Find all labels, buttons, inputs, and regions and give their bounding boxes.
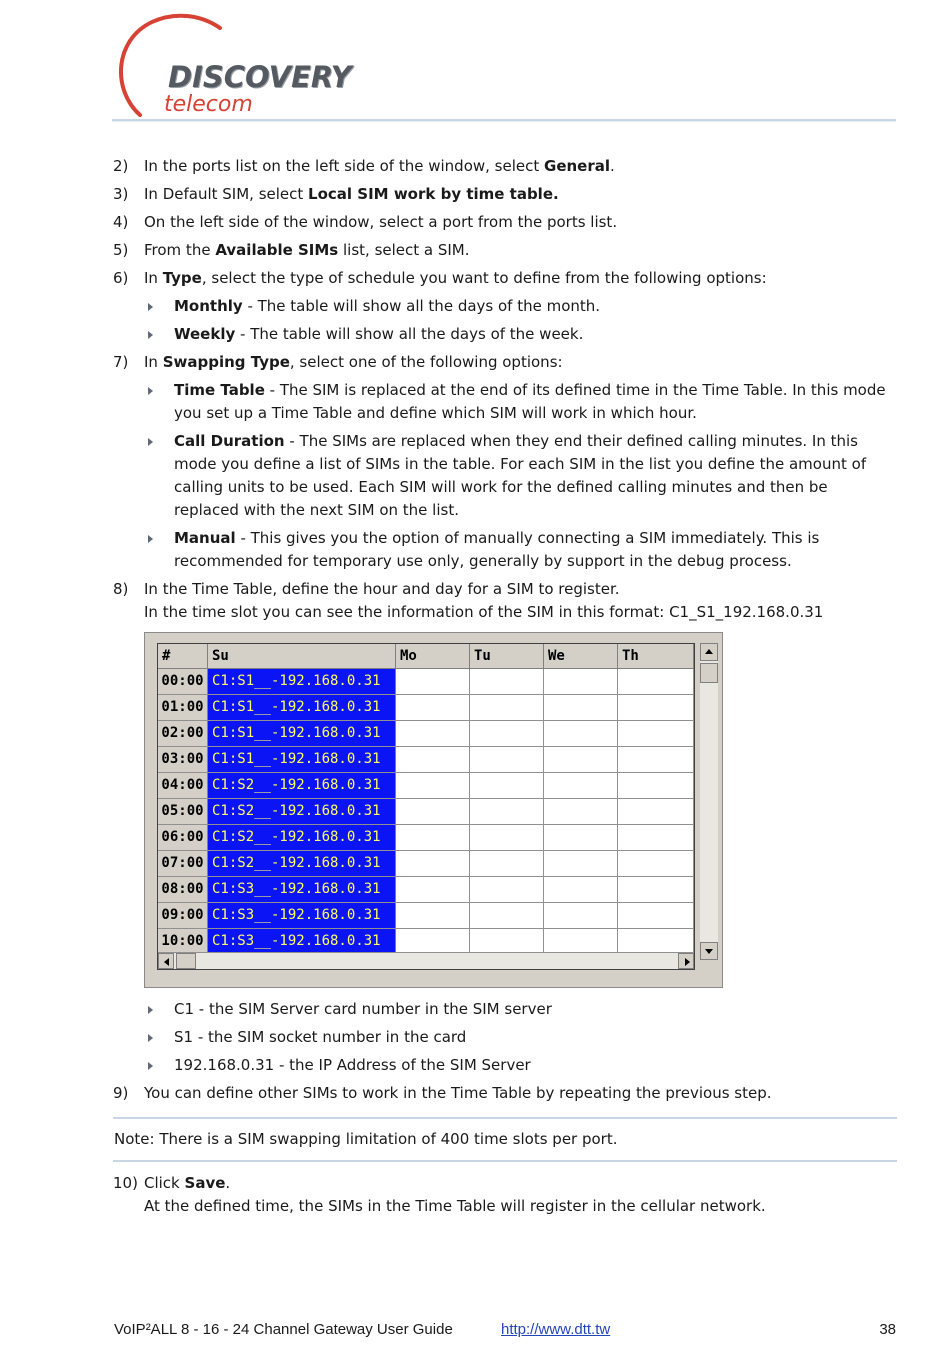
table-row[interactable] [158, 903, 694, 929]
option-name: Manual [174, 529, 236, 547]
step-text: list, select a SIM. [338, 241, 470, 259]
scroll-left-icon[interactable] [158, 953, 174, 969]
swapping-type-label: Swapping Type [162, 353, 290, 371]
empty-slot-cell[interactable] [470, 877, 544, 902]
empty-slot-cell[interactable] [544, 721, 618, 746]
option-item [113, 430, 897, 522]
step-number: 5) [113, 241, 129, 259]
sim-slot-cell[interactable]: C1:S1__-192.168.0.31 [208, 721, 396, 746]
time-cell: 10:00 [158, 929, 208, 954]
scroll-right-icon[interactable] [678, 953, 694, 969]
step-number: 2) [113, 157, 129, 175]
bold-term: General [544, 157, 611, 175]
option-item [113, 998, 897, 1021]
note-text: Note: There is a SIM swapping limitation of 400 time slots per port. [114, 1130, 618, 1148]
bullet-arrow-icon [148, 331, 153, 339]
empty-slot-cell[interactable] [396, 929, 470, 954]
time-cell: 07:00 [158, 851, 208, 876]
bullet-arrow-icon [148, 1062, 153, 1070]
time-cell: 03:00 [158, 747, 208, 772]
scroll-down-icon[interactable] [700, 942, 718, 960]
time-table-grid[interactable] [157, 643, 695, 970]
option-item [113, 1026, 897, 1049]
step-text: In Default SIM, select [144, 185, 309, 203]
empty-slot-cell[interactable] [544, 929, 618, 954]
empty-slot-cell[interactable] [470, 695, 544, 720]
step-7: 7) In Swapping Type, select one of the following options: [113, 351, 897, 374]
option-text: C1 - the SIM Server card number in the SIM server [174, 1000, 552, 1018]
vertical-scroll-thumb[interactable] [700, 663, 718, 683]
bold-term: Local SIM work by time table. [308, 185, 559, 203]
horizontal-scroll-thumb[interactable] [176, 953, 196, 969]
sim-slot-cell[interactable]: C1:S3__-192.168.0.31 [208, 877, 396, 902]
sim-slot-cell[interactable]: C1:S1__-192.168.0.31 [208, 695, 396, 720]
step-number: 7) [113, 353, 129, 371]
empty-slot-cell[interactable] [470, 825, 544, 850]
time-cell: 09:00 [158, 903, 208, 928]
step-text: , select the type of schedule you want to define from the following options: [201, 269, 767, 287]
time-cell: 01:00 [158, 695, 208, 720]
bullet-arrow-icon [148, 1034, 153, 1042]
step-number: 4) [113, 213, 129, 231]
time-cell: 08:00 [158, 877, 208, 902]
page-number: 38 [879, 1321, 896, 1338]
empty-slot-cell[interactable] [544, 669, 618, 694]
option-desc: - The table will show all the days of the month. [242, 297, 601, 315]
empty-slot-cell[interactable] [470, 851, 544, 876]
time-table-screenshot [144, 632, 723, 988]
logo-wordmark: DISCOVERY [168, 60, 352, 94]
empty-slot-cell[interactable] [396, 877, 470, 902]
empty-slot-cell[interactable] [470, 721, 544, 746]
footer-title: VoIP²ALL 8 - 16 - 24 Channel Gateway User Guide [114, 1321, 453, 1338]
table-row[interactable] [158, 695, 694, 721]
horizontal-scrollbar[interactable] [158, 952, 694, 969]
table-row[interactable] [158, 799, 694, 825]
table-row[interactable] [158, 851, 694, 877]
step-item [113, 155, 897, 178]
bold-term: Type [162, 269, 202, 287]
empty-slot-cell[interactable] [396, 695, 470, 720]
empty-slot-cell[interactable] [618, 695, 694, 720]
option-desc: - The SIM is replaced at the end of its defined time in the Time Table. In this mode you set up a Time Table and define which SIM will work in which hour. [174, 381, 886, 422]
column-header[interactable]: Su [208, 644, 396, 668]
step-10-line-2: At the defined time, the SIMs in the Time Table will register in the cellular network. [144, 1197, 766, 1215]
option-text: 192.168.0.31 - the IP Address of the SIM Server [174, 1056, 531, 1074]
option-name: Call Duration [174, 432, 285, 450]
table-row[interactable] [158, 721, 694, 747]
table-row[interactable] [158, 669, 694, 695]
vertical-scrollbar[interactable] [700, 643, 718, 960]
step-8 [113, 578, 897, 624]
logo-subword: telecom [164, 92, 253, 117]
sim-slot-cell[interactable]: C1:S1__-192.168.0.31 [208, 669, 396, 694]
sim-slot-cell[interactable]: C1:S2__-192.168.0.31 [208, 773, 396, 798]
sim-slot-cell[interactable]: C1:S3__-192.168.0.31 [208, 929, 396, 954]
empty-slot-cell[interactable] [470, 929, 544, 954]
empty-slot-cell[interactable] [470, 903, 544, 928]
empty-slot-cell[interactable] [396, 903, 470, 928]
empty-slot-cell[interactable] [470, 773, 544, 798]
empty-slot-cell[interactable] [618, 773, 694, 798]
footer-url-link[interactable]: http://www.dtt.tw [501, 1321, 611, 1338]
option-desc: - The table will show all the days of the week. [235, 325, 584, 343]
option-name: Monthly [174, 297, 243, 315]
column-header[interactable]: Th [618, 644, 694, 668]
empty-slot-cell[interactable] [618, 877, 694, 902]
option-desc: - The SIMs are replaced when they end their defined calling minutes. In this mode you define a list of SIMs in the table. For each SIM in the list you define the amount of calling units to be used. Each SIM will work for the defined calling minutes and then be replaced with the next SIM on the list. [174, 432, 867, 519]
empty-slot-cell[interactable] [396, 799, 470, 824]
empty-slot-cell[interactable] [544, 799, 618, 824]
time-cell: 06:00 [158, 825, 208, 850]
empty-slot-cell[interactable] [544, 825, 618, 850]
option-item [113, 527, 897, 573]
time-cell: 02:00 [158, 721, 208, 746]
option-item [113, 379, 897, 425]
empty-slot-cell[interactable] [470, 669, 544, 694]
step-item [113, 239, 897, 262]
option-text: S1 - the SIM socket number in the card [174, 1028, 467, 1046]
sim-slot-cell[interactable]: C1:S1__-192.168.0.31 [208, 747, 396, 772]
step-item [113, 267, 897, 290]
step-text: In [144, 269, 163, 287]
empty-slot-cell[interactable] [544, 903, 618, 928]
option-item [113, 1054, 897, 1077]
step-number: 6) [113, 269, 129, 287]
empty-slot-cell[interactable] [618, 799, 694, 824]
sim-slot-cell[interactable]: C1:S2__-192.168.0.31 [208, 799, 396, 824]
option-item [113, 323, 897, 346]
step-text: From the [144, 241, 216, 259]
empty-slot-cell[interactable] [544, 851, 618, 876]
time-cell: 05:00 [158, 799, 208, 824]
table-row[interactable] [158, 825, 694, 851]
empty-slot-cell[interactable] [618, 929, 694, 954]
option-name: Weekly [174, 325, 236, 343]
step-number: 8) [113, 580, 129, 598]
table-row[interactable] [158, 747, 694, 773]
step-number: 10) [113, 1174, 138, 1192]
step-8-line-1: In the Time Table, define the hour and day for a SIM to register. [144, 580, 620, 598]
bullet-arrow-icon [148, 303, 153, 311]
step-item [113, 211, 897, 234]
empty-slot-cell[interactable] [396, 851, 470, 876]
time-cell: 04:00 [158, 773, 208, 798]
step-text: . [610, 157, 615, 175]
empty-slot-cell[interactable] [470, 799, 544, 824]
empty-slot-cell[interactable] [396, 773, 470, 798]
step-item [113, 183, 897, 206]
empty-slot-cell[interactable] [618, 903, 694, 928]
option-desc: - This gives you the option of manually connecting a SIM immediately. This is recommended for temporary use only, generally by support in the debug process. [174, 529, 820, 570]
step-8-line-2: In the time slot you can see the information of the SIM in this format: C1_S1_192.168.0.31 [144, 603, 824, 621]
bold-term: Available SIMs [215, 241, 339, 259]
empty-slot-cell[interactable] [544, 695, 618, 720]
page-footer [114, 1321, 896, 1343]
time-table-header-row [158, 644, 694, 669]
empty-slot-cell[interactable] [618, 747, 694, 772]
column-header[interactable]: Tu [470, 644, 544, 668]
page-content [113, 155, 897, 1223]
note-box [113, 1117, 897, 1162]
step-number: 9) [113, 1084, 129, 1102]
empty-slot-cell[interactable] [396, 669, 470, 694]
empty-slot-cell[interactable] [396, 825, 470, 850]
save-label: Save [184, 1174, 226, 1192]
column-header[interactable]: Mo [396, 644, 470, 668]
time-cell: 00:00 [158, 669, 208, 694]
empty-slot-cell[interactable] [544, 877, 618, 902]
table-row[interactable] [158, 773, 694, 799]
column-header[interactable]: # [158, 644, 208, 668]
bullet-arrow-icon [148, 387, 153, 395]
empty-slot-cell[interactable] [470, 747, 544, 772]
bullet-arrow-icon [148, 438, 153, 446]
sim-slot-cell[interactable]: C1:S2__-192.168.0.31 [208, 851, 396, 876]
step-text: On the left side of the window, select a port from the ports list. [144, 213, 618, 231]
empty-slot-cell[interactable] [544, 747, 618, 772]
header-rule [112, 119, 896, 122]
option-item [113, 295, 897, 318]
option-name: Time Table [174, 381, 265, 399]
empty-slot-cell[interactable] [544, 773, 618, 798]
step-number: 3) [113, 185, 129, 203]
empty-slot-cell[interactable] [618, 721, 694, 746]
sim-slot-cell[interactable]: C1:S3__-192.168.0.31 [208, 903, 396, 928]
step-text: In the ports list on the left side of the window, select [144, 157, 545, 175]
bullet-arrow-icon [148, 535, 153, 543]
empty-slot-cell[interactable] [618, 669, 694, 694]
table-row[interactable] [158, 877, 694, 903]
scroll-up-icon[interactable] [700, 643, 718, 661]
empty-slot-cell[interactable] [618, 851, 694, 876]
bullet-arrow-icon [148, 1006, 153, 1014]
empty-slot-cell[interactable] [618, 825, 694, 850]
discovery-telecom-logo [112, 10, 382, 125]
empty-slot-cell[interactable] [396, 747, 470, 772]
column-header[interactable]: We [544, 644, 618, 668]
step-10: 10) Click Save. At the defined time, the SIMs in the Time Table will register in the cellular network. [113, 1172, 897, 1218]
sim-slot-cell[interactable]: C1:S2__-192.168.0.31 [208, 825, 396, 850]
empty-slot-cell[interactable] [396, 721, 470, 746]
step-9: 9) You can define other SIMs to work in the Time Table by repeating the previous step. [113, 1082, 897, 1105]
